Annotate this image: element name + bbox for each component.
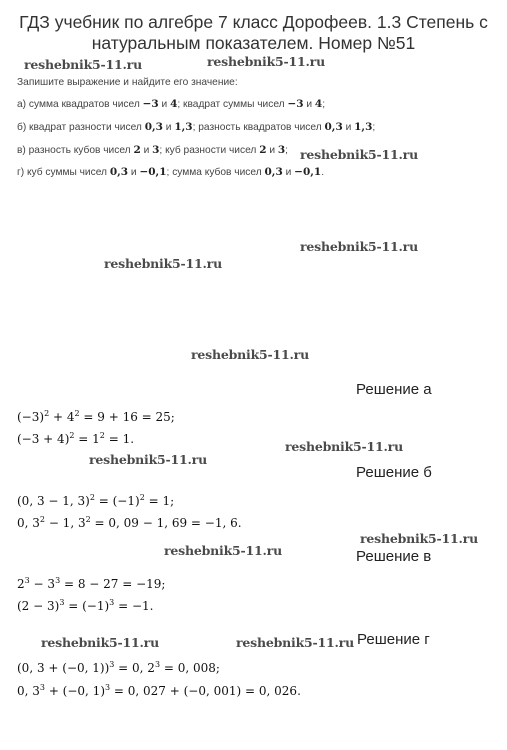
task-item-d: г) куб суммы чисел 0,3 и −0,1; сумма кубов чисел 0,3 и −0,1. — [17, 166, 325, 178]
solution-a-line-1: $(-3)^2 + 4^2 = 9 + 16 = 25$; — [17, 409, 175, 424]
solution-c-title: Решение в — [356, 548, 432, 565]
solution-a-title: Решение а — [356, 381, 432, 398]
watermark: reshebnik5-11.ru — [236, 635, 354, 650]
watermark: reshebnik5-11.ru — [300, 147, 418, 162]
solution-a-line-2: $(-3 + 4)^2 = 1^2 = 1$. — [17, 431, 135, 446]
task-intro: Запишите выражение и найдите его значение: — [17, 77, 238, 88]
solution-d-title: Решение г — [357, 631, 430, 648]
solution-c-line-2: $(2 - 3)^3 = (-1)^3 = -1$. — [17, 598, 154, 613]
watermark: reshebnik5-11.ru — [104, 256, 222, 271]
watermark: reshebnik5-11.ru — [207, 54, 325, 69]
watermark: reshebnik5-11.ru — [24, 57, 142, 72]
task-item-a: а) сумма квадратов чисел −3 и 4; квадрат суммы чисел −3 и 4; — [17, 98, 326, 110]
watermark: reshebnik5-11.ru — [300, 239, 418, 254]
task-item-c: в) разность кубов чисел 2 и 3; куб разности чисел 2 и 3; — [17, 144, 289, 156]
solution-d-line-1: (0, 3 + (−0, 1))$^3$ = 0, $2^3 = 0$, 008; — [17, 660, 220, 675]
solution-d-line-2: 0, $3^3 + (-0$, 1)$^3$ = 0, 027 + (−0, 001) = 0, 026. — [17, 683, 301, 698]
watermark: reshebnik5-11.ru — [360, 531, 478, 546]
watermark: reshebnik5-11.ru — [41, 635, 159, 650]
solution-c-line-1: $2^3 - 3^3 = 8 - 27 = -19$; — [17, 576, 166, 591]
solution-b-title: Решение б — [356, 464, 432, 481]
watermark: reshebnik5-11.ru — [164, 543, 282, 558]
task-item-b: б) квадрат разности чисел 0,3 и 1,3; разность квадратов чисел 0,3 и 1,3; — [17, 121, 376, 133]
watermark: reshebnik5-11.ru — [191, 347, 309, 362]
solution-b-line-2: 0, $3^2 - 1$, $3^2 = 0$, 09 − 1, 69 = −1, 6. — [17, 515, 242, 530]
page-title: ГДЗ учебник по алгебре 7 класс Дорофеев. 1.3 Степень с натуральным показателем. Номер №51 — [19, 12, 488, 53]
watermark: reshebnik5-11.ru — [89, 452, 207, 467]
solution-b-line-1: (0, 3 − 1, $3)^2 = (-1)^2 = 1$; — [17, 493, 175, 508]
watermark: reshebnik5-11.ru — [285, 439, 403, 454]
